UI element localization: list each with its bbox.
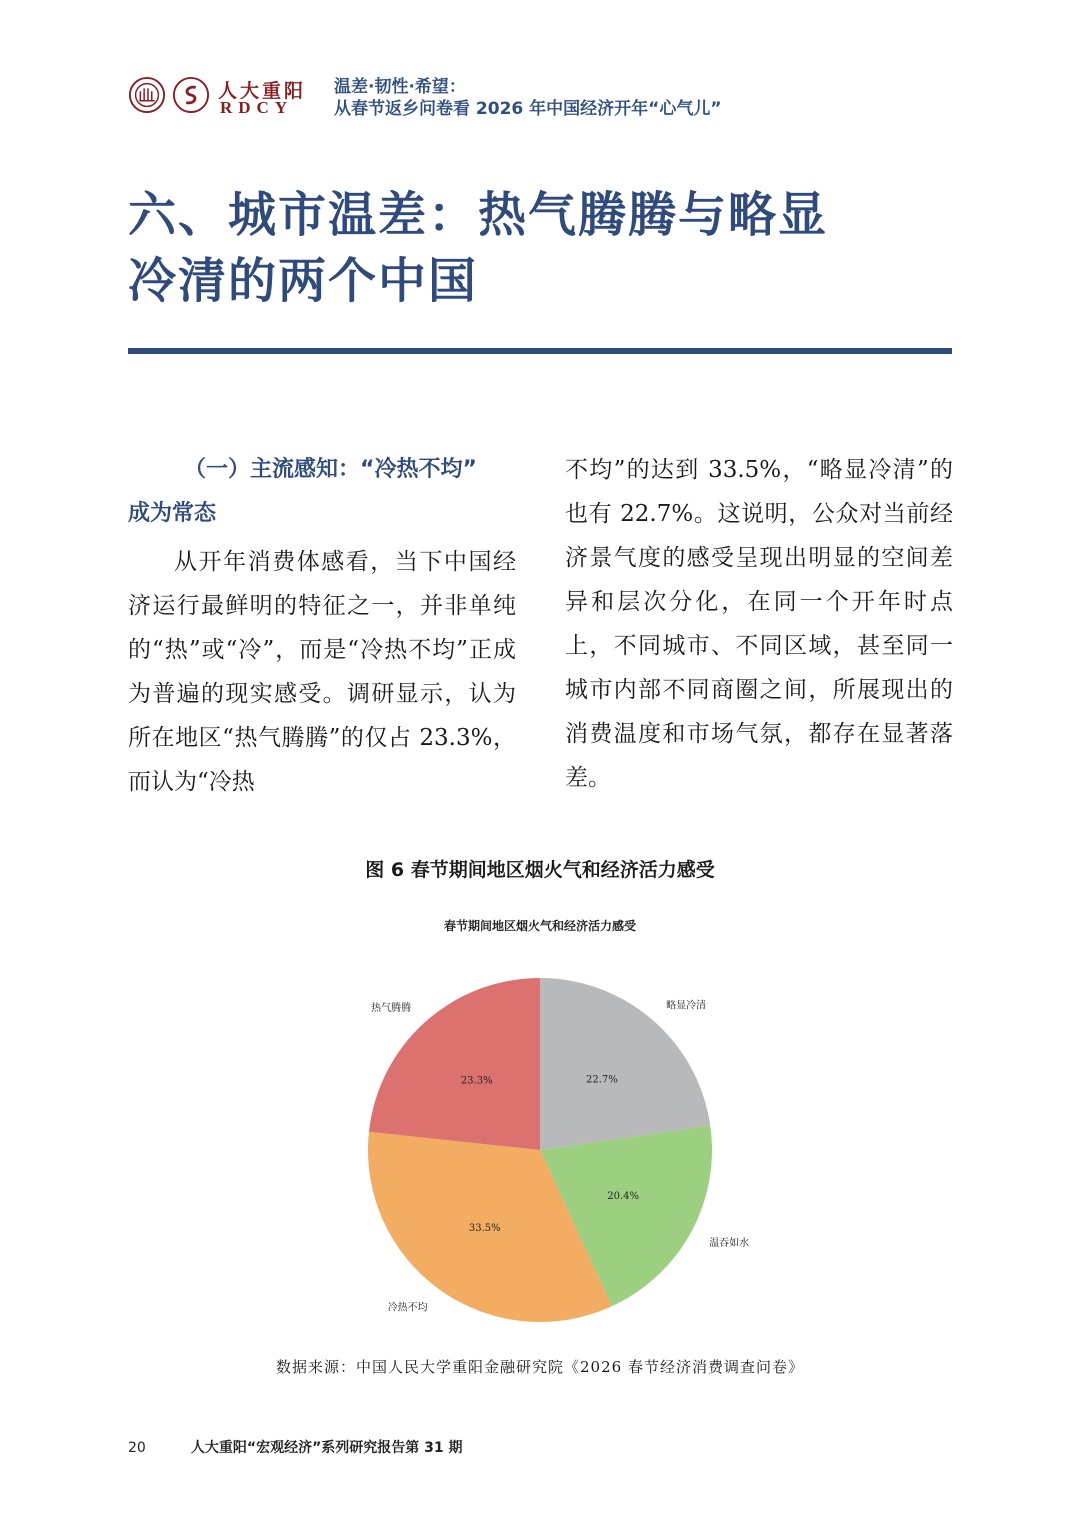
pie-chart-svg [300,908,780,1348]
page-number: 20 [128,1440,146,1456]
data-source-note: 数据来源：中国人民大学重阳金融研究院《2026 春节经济消费调查问卷》 [276,1358,804,1376]
subsection-heading-line2: 成为常态 [128,501,217,526]
pie-value-label-1: 20.4% [607,1191,639,1203]
rdcy-emblem-icon [172,76,210,114]
logo-english-text: RDCY [220,98,294,117]
pie-value-label-0: 22.7% [586,1074,618,1086]
logo-chinese-text: 人大重阳 [218,80,307,102]
subsection-heading [128,448,516,536]
subsection-heading-line1: （一）主流感知：“冷热不均” [184,457,477,482]
figure-caption: 图 6 春节期间地区烟火气和经济活力感受 [365,859,715,881]
section-title [128,182,958,314]
series-title: 人大重阳“宏观经济”系列研究报告第 31 期 [190,1440,463,1456]
title-divider [128,348,952,354]
section-title-line2: 冷清的两个中国 [128,253,479,309]
body-paragraph-right: 不均”的达到 33.5%，“略显冷清”的也有 22.7%。这说明，公众对当前经济景气度的感受呈现出明显的空间差异和层次分化，在同一个开年时点上，不同城市、不同区域，甚至同一城市内部不同商圈之间，所展现出的消费温度和市场气氛，都存在显著落差。 [565,457,953,791]
pie-category-label-1: 温吞如水 [709,1238,750,1250]
pie-value-label-2: 33.5% [468,1222,501,1234]
report-title-line2: 从春节返乡问卷看 2026 年中国经济开年“心气儿” [334,99,722,119]
chart-title: 春节期间地区烟火气和经济活力感受 [443,919,637,933]
page-header [128,72,948,122]
pie-value-label-3: 23.3% [460,1075,493,1087]
pie-category-label-0: 略显冷清 [666,1000,707,1012]
text-column-left [128,448,516,804]
report-title-line1: 温差·韧性·希望： [334,77,466,97]
page-footer [128,1437,463,1457]
pie-chart [300,908,780,1348]
report-title [334,76,722,120]
pie-slices [368,978,712,1322]
section-title-line1: 六、城市温差：热气腾腾与略显 [128,187,829,243]
pie-category-label-3: 热气腾腾 [371,1002,412,1014]
body-paragraph-left: 从开年消费体感看，当下中国经济运行最鲜明的特征之一，并非单纯的“热”或“冷”，而是“冷热不均”正成为普遍的现实感受。调研显示，认为所在地区“热气腾腾”的仅占 23.3%，而认为“冷热 [128,549,516,795]
rdcy-seal-icon [128,76,166,114]
text-column-right [565,448,953,800]
pie-category-label-2: 冷热不均 [387,1302,428,1314]
